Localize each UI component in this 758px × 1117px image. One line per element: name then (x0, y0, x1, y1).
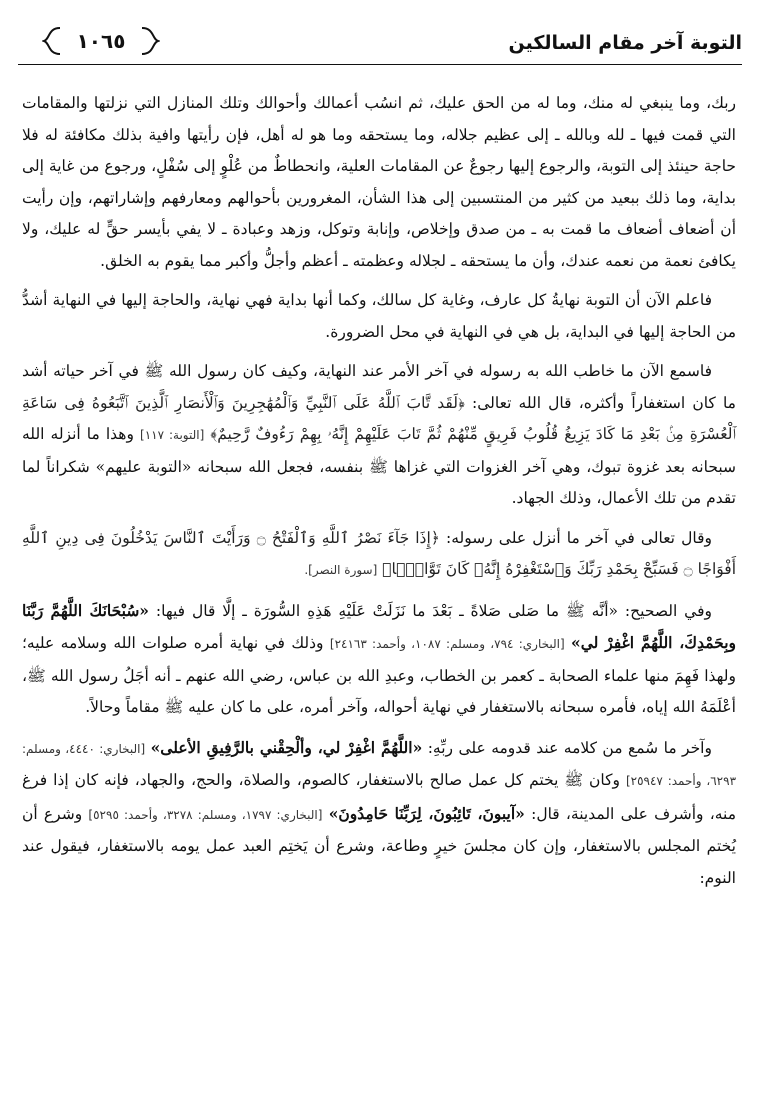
paragraph-5-intro: وفي الصحيح: «أنَّه ﷺ ما صَلى صَلاةً ـ بَعْدَ ما نَزَلَتْ عَلَيْهِ هَذِهِ السُّورَة ـ إلَّا قال فيها: (155, 601, 712, 620)
paragraph-6 (22, 732, 736, 895)
paragraph-1: ربك، وما ينبغي له منك، وما له من الحق عليك، ثم انسُب أعمالك وأحوالك وتلك المنازل التي نزلتها والمقامات التي قمت فيها ـ لله وبالله ـ إلى عظيم جلاله، وما يستحقه وما هو له أهل، فإن رأيتها وافية بذلك مكافئة له فلا حاجة حينئذ إلى التوبة، والرجوع إليها رجوعٌ عن المقامات العلية، وانحطاطٌ من عُلْوٍ إلى سُفْلٍ، ورجوع من غاية إلى بداية، وما ذلك ببعيد من كثير من المنتسبين إلى هذا الشأن، المغرورين بأحوالهم ومعارفهم وإشاراتهم، وإن رأيت أن أضعاف أضعاف ما قمت به ـ من صدق وإخلاص، وإنابة وتوكل، وزهد وعبادة ـ لا يفي بأيسر حقٍّ له عليك، ولا يكافئ نعمة من نعمه عندك، وأن ما يستحقه ـ لجلاله وعظمته ـ أعظم وأجلُّ وأكبر مما يقوم به الخلق. (22, 94, 736, 270)
page-number (46, 26, 156, 56)
verse-reference: [التوبة: ١١٧] (140, 428, 205, 442)
page-number-text: ١٠٦٥ (76, 29, 126, 53)
running-title: التوبة آخر مقام السالكين (508, 32, 742, 54)
ornament-bracket-right-icon (138, 26, 160, 56)
surah-reference: [سورة النصر]. (304, 563, 378, 577)
page-header (18, 22, 742, 66)
hadith-reference: [البخاري: ٤٤٤٠، ومسلم: ٦٢٩٣، وأحمد: ٢٥٩٤٧] (22, 741, 737, 788)
hadith-reference: [البخاري: ٧٩٤، ومسلم: ١٠٨٧، وأحمد: ٢٤١٦٣] (329, 637, 565, 651)
paragraph-4-intro: وقال تعالى في آخر ما أنزل على رسوله: (445, 528, 712, 547)
quran-verse-nasr: ﴿إِذَا جَآءَ نَصْرُ ٱللَّهِ وَٱلْفَتْحُ ۝ وَرَأَيْتَ ٱلنَّاسَ يَدْخُلُونَ فِى دِينِ ٱللَّهِ أَفْوَاجًا ۝ فَسَبِّحْ بِحَمْدِ رَبِّكَ وَٱسْتَغْفِرْهُ إِنَّهُۥ كَانَ تَوَّابًۢا﴾ (22, 528, 736, 578)
ornament-bracket-left-icon (42, 26, 64, 56)
header-divider (18, 64, 742, 65)
paragraph-3 (22, 356, 736, 515)
hadith-reference: [البخاري: ١٧٩٧، ومسلم: ٣٢٧٨، وأحمد: ٥٢٩٥] (88, 807, 323, 822)
hadith-quote: «سُبْحَانَكَ اللَّهُمَّ رَبَّنَا وبِحَمْدِكَ، اللَّهُمَّ اغْفِرْ لي» (22, 600, 736, 652)
paragraph-6-intro: وآخر ما سُمع من كلامه عند قدومه على ربِّهِ: (427, 738, 712, 757)
paragraph-6-body: وكان ﷺ يختم كل عمل صالح بالاستغفار، كالصوم، والصلاة، والحج، والجهاد، فإنه كان إذا فرغ منه، وأشرف على المدينة، قال: (22, 771, 737, 823)
quran-verse-tawbah: ﴿لَقَد تَّابَ ٱللَّهُ عَلَى ٱلنَّبِيِّ وَٱلْمُهَٰجِرِينَ وَٱلْأَنصَارِ ٱلَّذِينَ ٱتَّبَعُوهُ فِى سَاعَةِ ٱلْعُسْرَةِ مِنۢ بَعْدِ مَا كَادَ يَزِيغُ قُلُوبُ فَرِيقٍ مِّنْهُمْ ثُمَّ تَابَ عَلَيْهِمْ إِنَّهُۥ بِهِمْ رَءُوفٌ رَّحِيمٌ﴾ (22, 393, 736, 443)
paragraph-5 (22, 595, 736, 724)
hadith-quote: «آيبونَ، تَائِبُونَ، لِرَبِّنَا حَامِدُونَ» (328, 803, 525, 823)
paragraph-3-intro: فاسمع الآن ما خاطب الله به رسوله في آخر الأمر عند النهاية، وكيف كان رسول الله ﷺ في آخر حياته أشد ما كان استغفاراً وأكثره، قال الله تعالى: (22, 362, 736, 412)
paragraph-4 (22, 523, 736, 587)
hadith-quote: «اللَّهُمَّ اغْفِرْ لي، وألْحِقْني بالرَّفِيقِ الأعلى» (150, 737, 423, 757)
paragraph-5-body: وذلك في نهاية أمره صلوات الله وسلامه عليه؛ ولهذا فَهِمَ منها علماء الصحابة ـ كعمر بن الخطاب، وعبدِ الله بن عباس، رضي الله عنهم ـ أنه أجَلُ رسول الله ﷺ، أعْلَمَهُ الله إياه، فأمره سبحانه بالاستغفار في نهاية أحواله، وآخر أمره، على ما كان عليه ﷺ مقاماً وحالاً. (22, 634, 736, 716)
paragraph-6-end: وشرع أن يُختم المجلس بالاستغفار، وإن كان مجلسَ خيرٍ وطاعة، وشرع أن يَختِم العبد عمل يومه بالاستغفار، فيقول عند النوم: (22, 804, 736, 887)
paragraph-2: فاعلم الآن أن التوبة نهايةُ كل عارف، وغاية كل سالك، وكما أنها بداية فهي نهاية، والحاجة إليها في النهاية أشدُّ من الحاجة إليها في البداية، بل هي في النهاية في محل الضرورة. (22, 291, 736, 341)
paragraph-3-body: وهذا ما أنزله الله سبحانه بعد غزوة تبوك، وهي آخر الغزوات التي غزاها ﷺ بنفسه، فجعل الله سبحانه «التوبة عليهم» شكراناً لما تقدم من تلك الأعمال، وذلك الجهاد. (22, 425, 736, 507)
page-body (22, 88, 736, 902)
